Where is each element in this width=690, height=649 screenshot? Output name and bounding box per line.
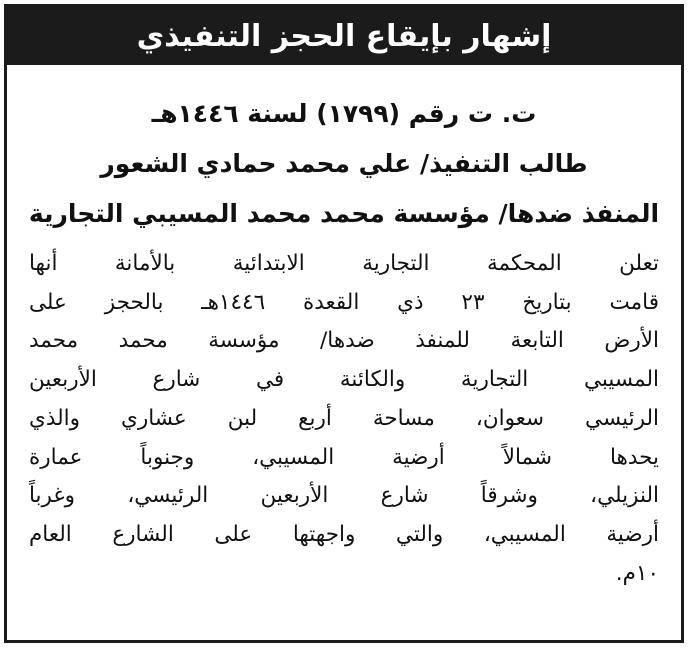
- execution-applicant: طالب التنفيذ/ علي محمد حمادي الشعور: [100, 149, 588, 178]
- case-number: ت. ت رقم (١٧٩٩) لسنة ١٤٤٦هـ: [151, 99, 537, 128]
- body-line: تعلن المحكمة التجارية الابتدائية بالأمانة أنها: [29, 251, 659, 276]
- body-line: النزيلي، وشرقاً شارع الأربعين الرئيسي، وغرباً: [29, 483, 659, 509]
- body-line: الأرض التابعة للمنفذ ضدها/ مؤسسة محمد محمد: [29, 328, 659, 354]
- body-line: أرضية المسيبي، والتي واجهتها على الشارع العام: [29, 521, 659, 547]
- body-line: الرئيسي سعوان، مساحة أربع لبن عشاري والذي: [29, 405, 659, 431]
- notice-body: [29, 245, 659, 593]
- case-details: [7, 65, 681, 239]
- execution-respondent: المنفذ ضدها/ مؤسسة محمد محمد المسيبي التجارية: [28, 199, 660, 228]
- body-line: يحدها شمالاً أرضية المسيبي، وجنوباً عمارة: [29, 444, 659, 470]
- body-line: قامت بتاريخ ٢٣ ذي القعدة ١٤٤٦هـ بالحجز على: [29, 289, 659, 315]
- body-line: المسيبي التجارية والكائنة في شارع الأربعين: [29, 367, 659, 393]
- legal-notice: [4, 4, 684, 643]
- notice-title-bar: [7, 7, 681, 65]
- body-line: ١٠م.: [615, 560, 659, 586]
- notice-title: إشهار بإيقاع الحجز التنفيذي: [136, 18, 552, 54]
